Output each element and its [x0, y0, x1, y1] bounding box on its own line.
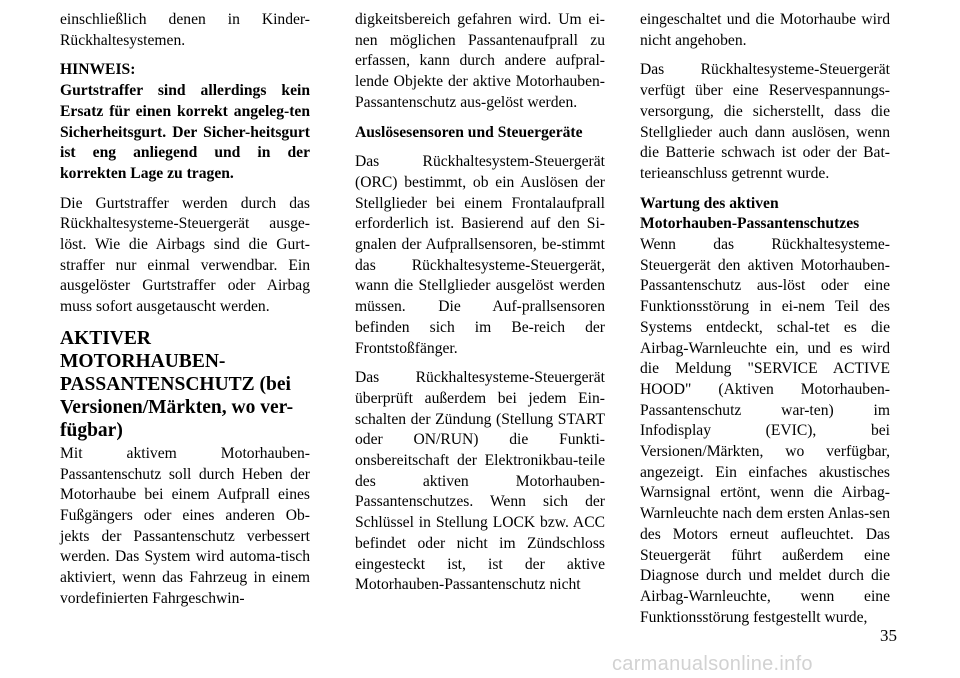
subsection-heading-line: Motorhauben-Passantenschutzes	[640, 215, 860, 233]
text-column-left	[60, 10, 310, 618]
text-column-right	[640, 10, 890, 637]
paragraph: Die Gurtstraffer werden durch das Rückhaltesysteme-Steuergerät ausge-löst. Wie die Airbags sind die Gurt-straffer nur einmal verwendbar. Ein ausgelöster Gurtstraffer oder Airbag muss sofort ausgetauscht werden.	[60, 194, 310, 316]
note-label: HINWEIS:	[60, 61, 136, 79]
paragraph: Das Rückhaltesystem-Steuergerät (ORC) bestimmt, ob ein Auslösen der Stellglieder bei einem Frontalaufprall erforderlich ist. Basierend auf den Si-gnalen der Aufprallsensoren, be-stimmt das Rückhaltesysteme-Steuergerät, wann die Stellglieder ausgelöst werden müssen. Die Auf-prallsensoren befinden sich im Be-reich der Frontstoßfänger.	[355, 153, 605, 357]
paragraph: eingeschaltet und die Motorhaube wird nicht angehoben.	[640, 11, 890, 49]
paragraph: Mit aktivem Motorhauben-Passantenschutz soll durch Heben der Motorhaube bei einem Aufprall eines Fußgängers oder eines anderen Ob-jekts der Passantenschutz verbessert werden. Das System wird automa-tisch aktiviert, wenn das Fahrzeug in einem vordefinierten Fahrgeschwin-	[60, 444, 310, 607]
note-text: Gurtstraffer sind allerdings kein Ersatz für einen korrekt angeleg-ten Sicherheitsgurt. Der Sicher-heitsgurt ist eng anliegend und in der korrekten Lage zu tragen.	[60, 82, 310, 182]
subsection-heading: Auslösesensoren und Steuergeräte	[355, 123, 583, 141]
paragraph: einschließlich denen in Kinder-Rückhaltesystemen.	[60, 11, 310, 49]
paragraph: Wenn das Rückhaltesysteme-Steuergerät den aktiven Motorhauben-Passantenschutz aus-löst oder eine Funktionsstörung in ei-nem Teil des Systems entdeckt, schal-tet es die Airbag-Warnleuchte ein, und es wird die Meldung "SERVICE ACTIVE HOOD" (Aktiven Motorhauben-Passantenschutz war-ten) im Infodisplay (EVIC), bei Versionen/Märkten, wo verfügbar, angezeigt. Ein einfaches akustisches Warnsignal ertönt, wenn die Airbag-Warnleuchte nach dem ersten Anlas-sen des Motors erneut aufleuchtet. Das Steuergerät führt außerdem eine Diagnose durch und meldet durch die Airbag-Warnleuchte, wenn eine Funktionsstörung festgestellt wurde,	[640, 236, 890, 626]
text-column-middle	[355, 10, 605, 605]
paragraph: Das Rückhaltesysteme-Steuergerät überprüft außerdem bei jedem Ein-schalten der Zündung (Stellung START oder ON/RUN) die Funkti-onsbereitschaft der Elektronikbau-teile des aktiven Motorhauben-Passantenschutzes. Wenn sich der Schlüssel in Stellung LOCK bzw. ACC befindet oder nicht im Zündschloss eingesteckt ist, ist der aktive Motorhauben-Passantenschutz nicht	[355, 369, 605, 594]
section-heading: AKTIVER MOTORHAUBEN-PASSANTENSCHUTZ (bei Versionen/Märkten, wo ver-fügbar)	[60, 327, 294, 441]
page-number: 35	[880, 626, 897, 645]
watermark: carmanualsonline.info	[612, 653, 813, 675]
subsection-heading	[640, 194, 890, 235]
subsection-heading-line: Wartung des aktiven	[640, 194, 779, 212]
paragraph: digkeitsbereich gefahren wird. Um ei-nen möglichen Passantenaufprall zu erfassen, kann durch andere aufpral-lende Objekte der aktive Motorhauben-Passantenschutz aus-gelöst werden.	[355, 11, 605, 111]
paragraph: Das Rückhaltesysteme-Steuergerät verfügt über eine Reservespannungs-versorgung, die sicherstellt, dass die Stellglieder auch dann auslösen, wenn die Batterie schwach ist oder der Bat-terieanschluss getrennt wurde.	[640, 61, 890, 182]
